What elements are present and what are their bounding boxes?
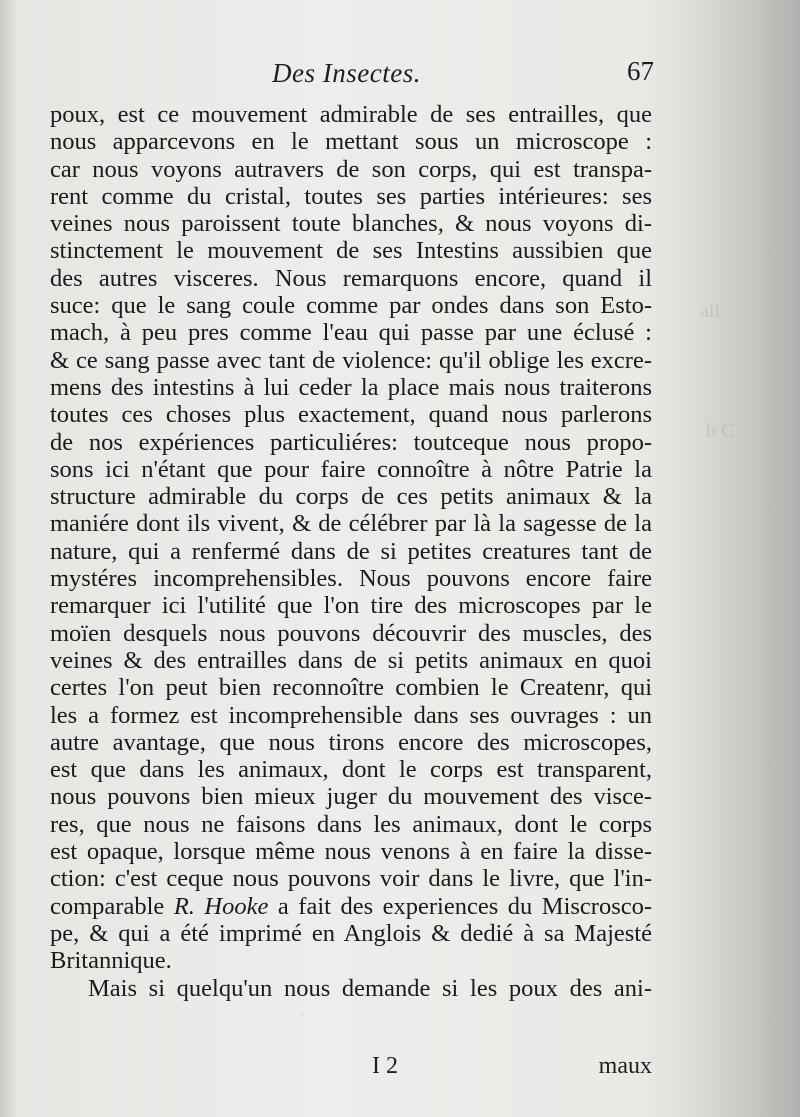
- author-name: R. Hooke: [173, 892, 269, 920]
- text-line: res, que nous ne faisons dans les animaux, dont le corps: [50, 810, 652, 838]
- page-header: [50, 56, 660, 96]
- text-line: des autres visceres. Nous remarquons encore, quand il: [50, 264, 652, 292]
- paragraph-end-line: Britannique.: [50, 947, 172, 975]
- text-line: car nous voyons autravers de son corps, qui est transpa-: [50, 155, 652, 183]
- text-segment: comparable: [50, 892, 165, 920]
- text-line: structure admirable du corps de ces petits animaux & la: [50, 483, 652, 511]
- text-line: nous apparcevons en le mettant sous un microscope :: [50, 128, 652, 156]
- text-line: nous pouvons bien mieux juger du mouvement des visce-: [50, 783, 652, 811]
- text-line: autre avantage, que nous tirons encore des microscopes,: [50, 728, 652, 756]
- text-line: mach, à peu pres comme l'eau qui passe par une éclusé :: [50, 319, 652, 347]
- text-line: les a formez est incomprehensible dans ses ouvrages : un: [50, 701, 652, 729]
- text-line: de nos expériences particuliéres: toutceque nous propo-: [50, 428, 652, 456]
- text-line: rent comme du cristal, toutes ses parties intérieures: ses: [50, 182, 652, 210]
- text-line: veines & des entrailles dans de si petits animaux en quoi: [50, 646, 652, 674]
- text-line-with-name: [50, 893, 652, 920]
- text-line: mystéres incomprehensibles. Nous pouvons encore faire: [50, 565, 652, 593]
- show-through-mark: b C: [706, 420, 735, 442]
- page-footer: [50, 1053, 652, 1083]
- show-through-mark: aii: [700, 300, 720, 322]
- text-line: & ce sang passe avec tant de violence: qu'il oblige les excre-: [50, 346, 652, 374]
- body-text: [50, 101, 652, 1002]
- text-line: ction: c'est ceque nous pouvons voir dans le livre, que l'in-: [50, 865, 652, 893]
- page-number: 67: [627, 56, 654, 86]
- text-line: moïen desquels nous pouvons découvrir des muscles, des: [50, 619, 652, 647]
- text-line: est opaque, lorsque même nous venons à en faire la disse-: [50, 838, 652, 866]
- text-line: poux, est ce mouvement admirable de ses entrailles, que: [50, 101, 652, 128]
- text-line: mens des intestins à lui ceder la place mais nous traiterons: [50, 373, 652, 401]
- text-line: est que dans les animaux, dont le corps est transparent,: [50, 756, 652, 784]
- text-line: nature, qui a renfermé dans de si petites creatures tant de: [50, 537, 652, 565]
- show-through-mark: .: [300, 998, 305, 1020]
- paragraph-start-line: Mais si quelqu'un nous demande si les poux des ani-: [88, 974, 652, 1002]
- signature-mark: I 2: [372, 1053, 398, 1079]
- text-segment: a fait des experiences du Miscrosco-: [277, 892, 653, 920]
- running-title: Des Insectes.: [272, 58, 421, 88]
- text-line: maniére dont ils vivent, & de célébrer par là la sagesse de la: [50, 510, 652, 538]
- text-line: remarquer ici l'utilité que l'on tire des microscopes par le: [50, 592, 652, 620]
- text-line: stinctement le mouvement de ses Intestins aussibien que: [50, 237, 652, 265]
- text-line: pe, & qui a été imprimé en Anglois & dedié à sa Majesté: [50, 919, 652, 947]
- text-line: suce: que le sang coule comme par ondes dans son Esto-: [50, 292, 652, 320]
- catchword: maux: [598, 1053, 652, 1079]
- text-line: certes l'on peut bien reconnoître combien le Createnr, qui: [50, 674, 652, 702]
- page-edge-shadow: [680, 0, 800, 1117]
- text-line: toutes ces choses plus exactement, quand nous parlerons: [50, 401, 652, 429]
- text-line: sons ici n'étant que pour faire connoître à nôtre Patrie la: [50, 455, 652, 483]
- text-line: veines nous paroissent toute blanches, & nous voyons di-: [50, 210, 652, 238]
